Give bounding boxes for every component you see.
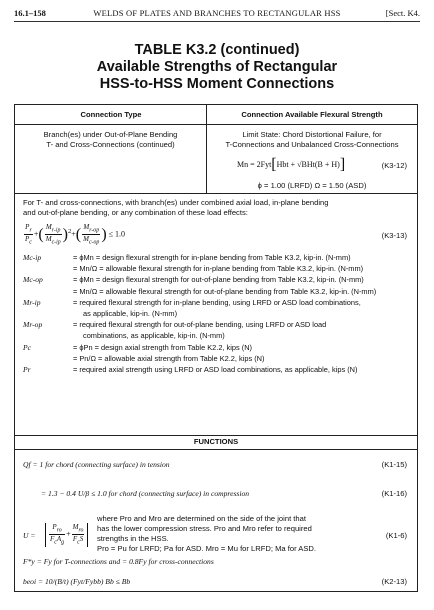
limit-state-line1: Limit State: Chord Distortional Failure, for — [242, 130, 382, 139]
beoi-equation: beoi = 10/(B/t) (Fyt/Fybb) Bb ≤ Bb — [23, 577, 131, 586]
definition-text: = Pn/Ω = allowable axial strength from Table K2.2, kips (N) — [73, 353, 265, 363]
row-divider — [15, 435, 417, 436]
definition-text: = ϕPn = design axial strength from Table K2.2, kips (N) — [73, 342, 253, 352]
u-explanation-line2: has the lower compression stress. Pro and Mro refer to required — [97, 524, 312, 533]
qf-tension: Qf = 1 for chord (connecting surface) in tension — [23, 460, 170, 469]
table-title — [0, 42, 434, 93]
definition-text: as applicable, kip-in. (N-mm) — [83, 309, 178, 318]
equation-number-k1-15: (K1-15) — [381, 460, 407, 469]
column-header-flexural-strength: Connection Available Flexural Strength — [241, 110, 383, 119]
equation-number-k1-16: (K1-16) — [381, 489, 407, 498]
functions-heading: FUNCTIONS — [193, 437, 239, 446]
equation-k3-13: $\frac{P_r}{P_c}$ +( $\frac{M_{r-ip}}{M_{c-ip}}$ )$^2$+( $\frac{M_{r-op}}{M_{c-op}}$ ) ≤ 1.0 — [25, 223, 126, 246]
strength-table — [14, 104, 418, 592]
running-header — [14, 8, 420, 22]
interaction-intro-line2: and out-of-plane bending, or any combination of these load effects: — [23, 208, 248, 217]
limit-state-line2: T-Connections and Unbalanced Cross-Connections — [225, 140, 399, 149]
equation-number-k3-12: (K3-12) — [381, 161, 407, 170]
header-rule — [14, 21, 420, 22]
u-explanation — [97, 514, 347, 554]
qf-compression: = 1.3 − 0.4 U/β ≤ 1.0 for chord (connecting surface) in compression — [41, 489, 250, 498]
table-title-line1: TABLE K3.2 (continued) — [134, 42, 300, 58]
u-explanation-line3: strengths in the HSS. — [97, 534, 169, 543]
table-title-line3: HSS-to-HSS Moment Connections — [99, 76, 335, 92]
connection-type-cell — [15, 130, 206, 150]
definition-text: = Mn/Ω = allowable flexural strength for out-of-plane bending from Table K3.2, kip-in. (N-mm) — [73, 286, 377, 296]
u-ratio: $\frac{P_{ro}}{F_cA_g}$ + $\frac{M_{ro}}{F_cS}$ — [45, 523, 88, 547]
definition-text: = Mn/Ω = allowable flexural strength for in-plane bending from Table K3.2, kip-in. (N-mm) — [73, 264, 364, 274]
equation-k3-12-rhs: Hbt + √BHt(B + H) — [276, 159, 340, 169]
definition-symbol: Pc — [23, 342, 32, 352]
column-header-connection-type: Connection Type — [80, 110, 142, 119]
u-explanation-line1: where Pro and Mro are determined on the side of the joint that — [97, 514, 306, 523]
resistance-factors: ϕ = 1.00 (LRFD) Ω = 1.50 (ASD) — [257, 181, 367, 190]
definition-text: = ϕMn = design flexural strength for in-plane bending from Table K3.2, kip-in. (N-mm) — [73, 253, 351, 262]
equation-k3-12: Mn = 2Fyt[Hbt + √BHt(B + H)] — [237, 156, 346, 173]
equation-number-k3-13: (K3-13) — [381, 231, 407, 240]
row-divider — [15, 449, 417, 450]
definition-symbol: Mc-ip — [23, 253, 42, 262]
u-symbol: U = — [23, 531, 36, 540]
equation-k3-12-lhs: Mn = 2Fyt — [237, 159, 272, 169]
limit-state-cell — [207, 130, 417, 150]
interaction-intro-line1: For T- and cross-connections, with branch(es) under combined axial load, in-plane bending — [23, 198, 329, 207]
row-divider — [15, 124, 417, 125]
connection-type-line1: Branch(es) under Out-of-Plane Bending — [43, 130, 178, 139]
definition-text: = required flexural strength for out-of-plane bending, using LRFD or ASD load — [73, 320, 327, 330]
definition-text: = required axial strength using LRFD or ASD load combinations, as applicable, kips (N) — [73, 365, 358, 374]
u-explanation-line4: Pro = Pu for LRFD; Pa for ASD. Mro = Mu for LRFD; Ma for ASD. — [97, 544, 317, 553]
interaction-intro — [23, 198, 409, 218]
definition-symbol: Mc-op — [23, 275, 43, 285]
equation-number-k1-6: (K1-6) — [385, 531, 407, 540]
running-title: WELDS OF PLATES AND BRANCHES TO RECTANGULAR HSS — [93, 8, 341, 18]
row-divider — [15, 193, 417, 194]
definition-text: = ϕMn = design flexural strength for out-of-plane bending from Table K3.2, kip-in. (N-mm) — [73, 275, 364, 285]
connection-type-line2: T- and Cross-Connections (continued) — [46, 140, 175, 149]
table-title-line2: Available Strengths of Rectangular — [96, 59, 338, 75]
definition-text: = required flexural strength for in-plane bending, using LRFD or ASD load combinations, — [73, 297, 361, 307]
definition-symbol: Mr-ip — [23, 297, 41, 307]
fy-star-definition: F*y = Fy for T-connections and = 0.8Fy for cross-connections — [23, 557, 214, 566]
definition-symbol: Pr — [23, 365, 31, 374]
definition-symbol: Mr-op — [23, 320, 43, 330]
page-number: 16.1–158 — [14, 8, 46, 18]
equation-number-k2-13: (K2-13) — [381, 577, 407, 586]
definition-text: combinations, as applicable, kip-in. (N-mm) — [83, 331, 225, 341]
section-label: [Sect. K4. — [385, 8, 420, 18]
